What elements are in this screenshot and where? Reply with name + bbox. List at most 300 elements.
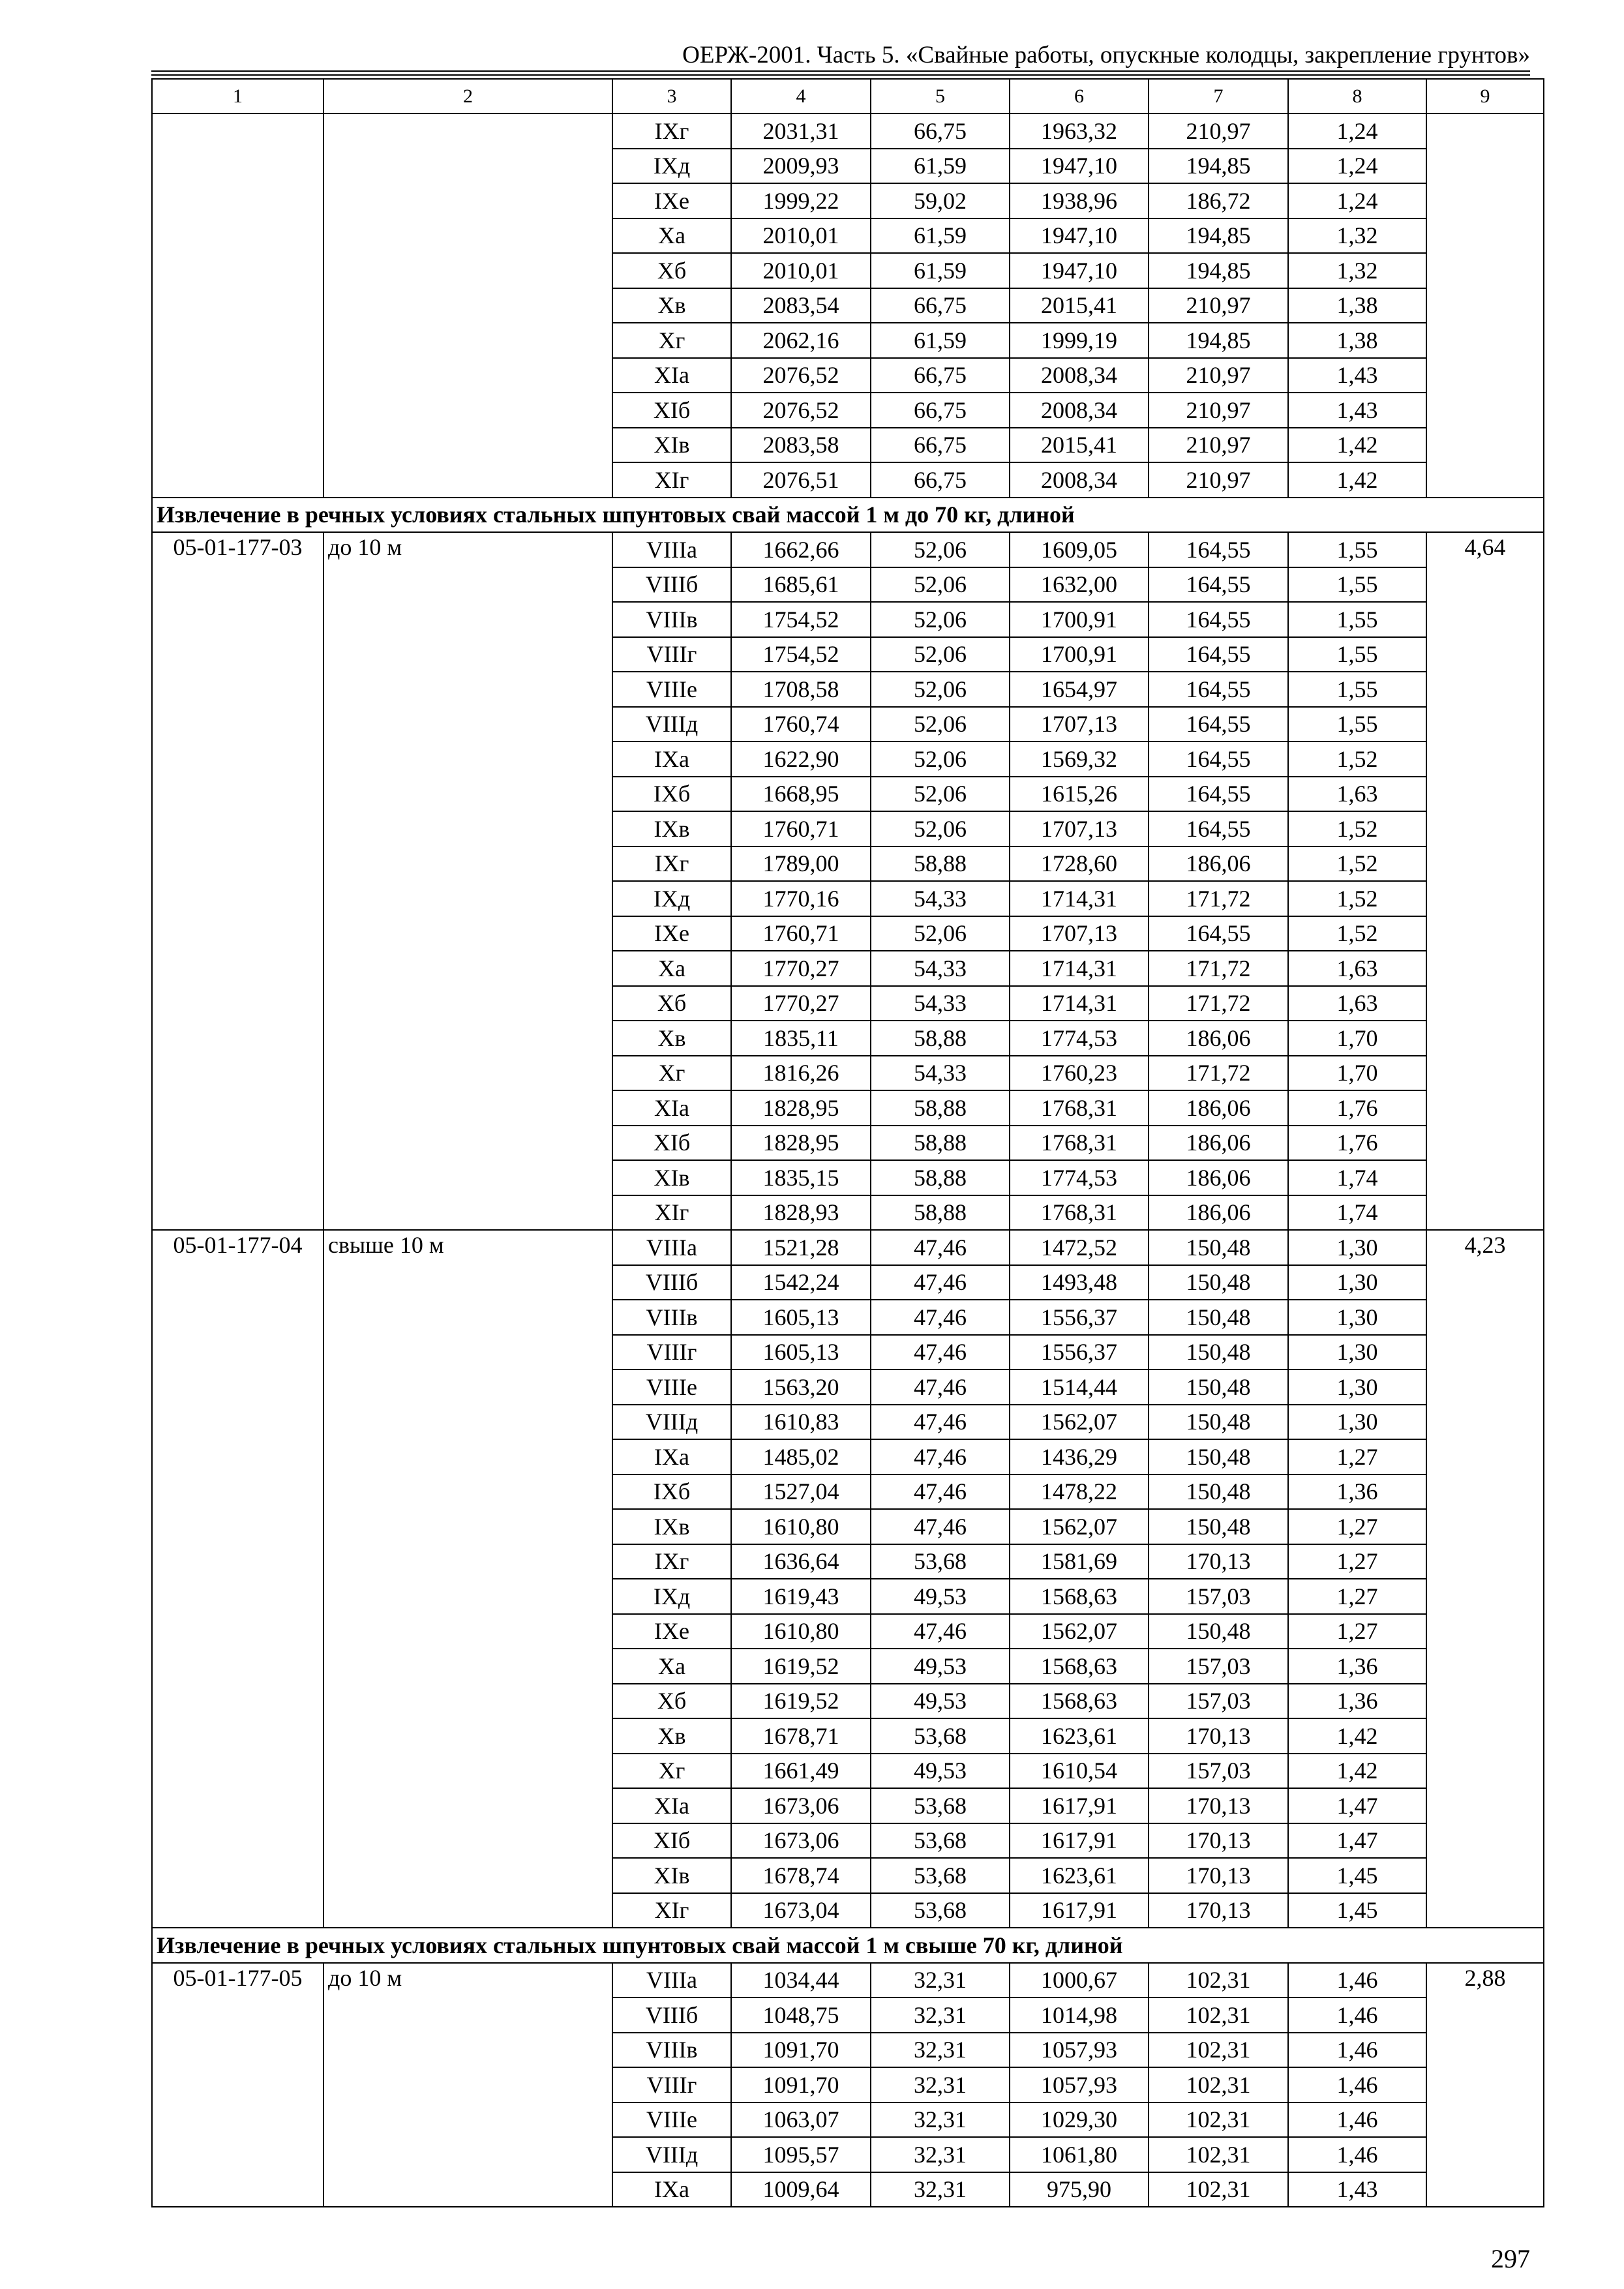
wages-cell: 61,59 bbox=[871, 323, 1010, 358]
machines-cost-cell: 1610,54 bbox=[1010, 1754, 1149, 1789]
operator-wages-cell: 186,72 bbox=[1149, 183, 1288, 218]
total-cost-cell: 1754,52 bbox=[731, 602, 871, 637]
materials-cell: 1,30 bbox=[1288, 1405, 1426, 1440]
materials-cell: 1,55 bbox=[1288, 637, 1426, 672]
operator-wages-cell: 194,85 bbox=[1149, 149, 1288, 184]
operator-wages-cell: 157,03 bbox=[1149, 1754, 1288, 1789]
materials-cell: 1,27 bbox=[1288, 1579, 1426, 1614]
zone-cell: VIIIг bbox=[612, 637, 731, 672]
section-header-row bbox=[152, 1928, 1544, 1963]
total-cost-cell: 1828,95 bbox=[731, 1126, 871, 1161]
wages-cell: 52,06 bbox=[871, 741, 1010, 777]
materials-cell: 1,24 bbox=[1288, 183, 1426, 218]
operator-wages-cell: 164,55 bbox=[1149, 707, 1288, 742]
total-cost-cell: 1048,75 bbox=[731, 1997, 871, 2033]
materials-cell: 1,42 bbox=[1288, 462, 1426, 498]
machines-cost-cell: 1556,37 bbox=[1010, 1335, 1149, 1370]
total-cost-cell: 1835,15 bbox=[731, 1160, 871, 1195]
total-cost-cell: 2076,52 bbox=[731, 393, 871, 428]
operator-wages-cell: 102,31 bbox=[1149, 2033, 1288, 2068]
machines-cost-cell: 1947,10 bbox=[1010, 218, 1149, 254]
total-cost-cell: 1673,06 bbox=[731, 1788, 871, 1823]
machines-cost-cell: 1615,26 bbox=[1010, 777, 1149, 812]
wages-cell: 32,31 bbox=[871, 2137, 1010, 2172]
total-cost-cell: 1770,16 bbox=[731, 881, 871, 916]
zone-cell: XIг bbox=[612, 462, 731, 498]
zone-cell: VIIIд bbox=[612, 707, 731, 742]
wages-cell: 47,46 bbox=[871, 1474, 1010, 1510]
wages-cell: 52,06 bbox=[871, 811, 1010, 846]
operator-wages-cell: 102,31 bbox=[1149, 1997, 1288, 2033]
materials-cell: 1,63 bbox=[1288, 777, 1426, 812]
machines-cost-cell: 1478,22 bbox=[1010, 1474, 1149, 1510]
wages-cell: 61,59 bbox=[871, 253, 1010, 288]
materials-cell: 1,45 bbox=[1288, 1858, 1426, 1893]
wages-cell: 66,75 bbox=[871, 428, 1010, 463]
wages-cell: 49,53 bbox=[871, 1649, 1010, 1684]
machines-cost-cell: 2008,34 bbox=[1010, 393, 1149, 428]
operator-wages-cell: 164,55 bbox=[1149, 777, 1288, 812]
materials-cell: 1,55 bbox=[1288, 707, 1426, 742]
operator-wages-cell: 210,97 bbox=[1149, 113, 1288, 149]
total-cost-cell: 1063,07 bbox=[731, 2102, 871, 2138]
zone-cell: VIIIв bbox=[612, 1300, 731, 1335]
machines-cost-cell: 1493,48 bbox=[1010, 1265, 1149, 1300]
operator-wages-cell: 102,31 bbox=[1149, 2172, 1288, 2207]
materials-cell: 1,30 bbox=[1288, 1300, 1426, 1335]
zone-cell: IXа bbox=[612, 741, 731, 777]
operator-wages-cell: 164,55 bbox=[1149, 637, 1288, 672]
operator-wages-cell: 210,97 bbox=[1149, 288, 1288, 323]
zone-cell: IXг bbox=[612, 113, 731, 149]
machines-cost-cell: 1514,44 bbox=[1010, 1369, 1149, 1405]
materials-cell: 1,32 bbox=[1288, 218, 1426, 254]
materials-cell: 1,46 bbox=[1288, 1963, 1426, 1998]
materials-cell: 1,55 bbox=[1288, 602, 1426, 637]
machines-cost-cell: 975,90 bbox=[1010, 2172, 1149, 2207]
machines-cost-cell: 1472,52 bbox=[1010, 1230, 1149, 1265]
machines-cost-cell: 1562,07 bbox=[1010, 1614, 1149, 1649]
machines-cost-cell: 1768,31 bbox=[1010, 1126, 1149, 1161]
total-cost-cell: 1619,43 bbox=[731, 1579, 871, 1614]
operator-wages-cell: 150,48 bbox=[1149, 1614, 1288, 1649]
zone-cell: VIIIб bbox=[612, 1265, 731, 1300]
materials-cell: 1,76 bbox=[1288, 1126, 1426, 1161]
materials-cell: 1,30 bbox=[1288, 1230, 1426, 1265]
zone-cell: VIIIа bbox=[612, 1963, 731, 1998]
total-cost-cell: 1091,70 bbox=[731, 2067, 871, 2102]
machines-cost-cell: 1728,60 bbox=[1010, 846, 1149, 882]
zone-cell: IXб bbox=[612, 777, 731, 812]
machines-cost-cell: 1700,91 bbox=[1010, 602, 1149, 637]
machines-cost-cell: 1556,37 bbox=[1010, 1300, 1149, 1335]
wages-cell: 58,88 bbox=[871, 1090, 1010, 1126]
wages-cell: 58,88 bbox=[871, 1021, 1010, 1056]
operator-wages-cell: 102,31 bbox=[1149, 1963, 1288, 1998]
machines-cost-cell: 1029,30 bbox=[1010, 2102, 1149, 2138]
zone-cell: IXв bbox=[612, 811, 731, 846]
operator-wages-cell: 150,48 bbox=[1149, 1509, 1288, 1544]
wages-cell: 32,31 bbox=[871, 2067, 1010, 2102]
machines-cost-cell: 2008,34 bbox=[1010, 358, 1149, 393]
machines-cost-cell: 1947,10 bbox=[1010, 253, 1149, 288]
section-title: Извлечение в речных условиях стальных шпунтовых свай массой 1 м до 70 кг, длиной bbox=[152, 498, 1544, 533]
zone-cell: IXе bbox=[612, 183, 731, 218]
materials-cell: 1,46 bbox=[1288, 2137, 1426, 2172]
wages-cell: 58,88 bbox=[871, 1160, 1010, 1195]
zone-cell: VIIIе bbox=[612, 1369, 731, 1405]
zone-cell: IXд bbox=[612, 881, 731, 916]
materials-cell: 1,70 bbox=[1288, 1021, 1426, 1056]
materials-cell: 1,55 bbox=[1288, 532, 1426, 567]
zone-cell: VIIIг bbox=[612, 1335, 731, 1370]
materials-cell: 1,74 bbox=[1288, 1195, 1426, 1231]
zone-cell: IXг bbox=[612, 846, 731, 882]
operator-wages-cell: 102,31 bbox=[1149, 2137, 1288, 2172]
wages-cell: 58,88 bbox=[871, 1195, 1010, 1231]
operator-wages-cell: 170,13 bbox=[1149, 1718, 1288, 1754]
materials-cell: 1,42 bbox=[1288, 1754, 1426, 1789]
materials-cell: 1,47 bbox=[1288, 1823, 1426, 1859]
wages-cell: 47,46 bbox=[871, 1509, 1010, 1544]
total-cost-cell: 1034,44 bbox=[731, 1963, 871, 1998]
wages-cell: 59,02 bbox=[871, 183, 1010, 218]
materials-cell: 1,38 bbox=[1288, 323, 1426, 358]
materials-cell: 1,63 bbox=[1288, 986, 1426, 1021]
zone-cell: XIб bbox=[612, 1126, 731, 1161]
total-cost-cell: 2062,16 bbox=[731, 323, 871, 358]
total-cost-cell: 1610,80 bbox=[731, 1509, 871, 1544]
wages-cell: 47,46 bbox=[871, 1369, 1010, 1405]
total-cost-cell: 2076,51 bbox=[731, 462, 871, 498]
operator-wages-cell: 171,72 bbox=[1149, 1056, 1288, 1091]
materials-cell: 1,30 bbox=[1288, 1335, 1426, 1370]
work-description: до 10 м bbox=[323, 1963, 612, 2207]
total-cost-cell: 1678,74 bbox=[731, 1858, 871, 1893]
total-cost-cell: 1095,57 bbox=[731, 2137, 871, 2172]
machines-cost-cell: 1581,69 bbox=[1010, 1544, 1149, 1579]
operator-wages-cell: 150,48 bbox=[1149, 1439, 1288, 1474]
machines-cost-cell: 1947,10 bbox=[1010, 149, 1149, 184]
total-cost-cell: 1754,52 bbox=[731, 637, 871, 672]
wages-cell: 32,31 bbox=[871, 2033, 1010, 2068]
zone-cell: XIв bbox=[612, 428, 731, 463]
total-cost-cell: 1091,70 bbox=[731, 2033, 871, 2068]
total-cost-cell: 2083,58 bbox=[731, 428, 871, 463]
zone-cell: IXе bbox=[612, 1614, 731, 1649]
materials-cell: 1,46 bbox=[1288, 1997, 1426, 2033]
operator-wages-cell: 170,13 bbox=[1149, 1858, 1288, 1893]
zone-cell: IXв bbox=[612, 1509, 731, 1544]
machines-cost-cell: 1569,32 bbox=[1010, 741, 1149, 777]
wages-cell: 52,06 bbox=[871, 567, 1010, 603]
zone-cell: IXг bbox=[612, 1544, 731, 1579]
machines-cost-cell: 1562,07 bbox=[1010, 1509, 1149, 1544]
wages-cell: 47,46 bbox=[871, 1300, 1010, 1335]
total-cost-cell: 2010,01 bbox=[731, 253, 871, 288]
zone-cell: XIв bbox=[612, 1160, 731, 1195]
table-row bbox=[152, 532, 1544, 567]
wages-cell: 32,31 bbox=[871, 1963, 1010, 1998]
table-row bbox=[152, 1963, 1544, 1998]
zone-cell: VIIIв bbox=[612, 602, 731, 637]
wages-cell: 47,46 bbox=[871, 1335, 1010, 1370]
materials-cell: 1,43 bbox=[1288, 2172, 1426, 2207]
norm-code: 05-01-177-05 bbox=[152, 1963, 323, 2207]
total-cost-cell: 1685,61 bbox=[731, 567, 871, 603]
wages-cell: 66,75 bbox=[871, 358, 1010, 393]
operator-wages-cell: 210,97 bbox=[1149, 428, 1288, 463]
machines-cost-cell: 2015,41 bbox=[1010, 288, 1149, 323]
operator-wages-cell: 186,06 bbox=[1149, 1160, 1288, 1195]
materials-cell: 1,27 bbox=[1288, 1439, 1426, 1474]
wages-cell: 52,06 bbox=[871, 672, 1010, 707]
zone-cell: VIIIб bbox=[612, 567, 731, 603]
materials-cell: 1,38 bbox=[1288, 288, 1426, 323]
operator-wages-cell: 102,31 bbox=[1149, 2102, 1288, 2138]
total-cost-cell: 1708,58 bbox=[731, 672, 871, 707]
materials-cell: 1,74 bbox=[1288, 1160, 1426, 1195]
total-cost-cell: 1009,64 bbox=[731, 2172, 871, 2207]
wages-cell: 49,53 bbox=[871, 1684, 1010, 1719]
materials-cell: 1,52 bbox=[1288, 846, 1426, 882]
labor-cost-cell bbox=[1426, 113, 1544, 498]
operator-wages-cell: 157,03 bbox=[1149, 1684, 1288, 1719]
operator-wages-cell: 150,48 bbox=[1149, 1369, 1288, 1405]
zone-cell: VIIIа bbox=[612, 1230, 731, 1265]
machines-cost-cell: 2008,34 bbox=[1010, 462, 1149, 498]
total-cost-cell: 1610,80 bbox=[731, 1614, 871, 1649]
machines-cost-cell: 1617,91 bbox=[1010, 1788, 1149, 1823]
wages-cell: 49,53 bbox=[871, 1754, 1010, 1789]
zone-cell: VIIIб bbox=[612, 1997, 731, 2033]
operator-wages-cell: 164,55 bbox=[1149, 741, 1288, 777]
machines-cost-cell: 1760,23 bbox=[1010, 1056, 1149, 1091]
machines-cost-cell: 1014,98 bbox=[1010, 1997, 1149, 2033]
total-cost-cell: 1521,28 bbox=[731, 1230, 871, 1265]
wages-cell: 52,06 bbox=[871, 777, 1010, 812]
materials-cell: 1,27 bbox=[1288, 1614, 1426, 1649]
norm-code: 05-01-177-03 bbox=[152, 532, 323, 1230]
norm-code: 05-01-177-04 bbox=[152, 1230, 323, 1928]
total-cost-cell: 1816,26 bbox=[731, 1056, 871, 1091]
machines-cost-cell: 1632,00 bbox=[1010, 567, 1149, 603]
zone-cell: VIIIд bbox=[612, 1405, 731, 1440]
column-number: 2 bbox=[323, 79, 612, 113]
materials-cell: 1,42 bbox=[1288, 1718, 1426, 1754]
zone-cell: VIIIе bbox=[612, 672, 731, 707]
zone-cell: Xг bbox=[612, 323, 731, 358]
total-cost-cell: 1610,83 bbox=[731, 1405, 871, 1440]
machines-cost-cell: 1057,93 bbox=[1010, 2033, 1149, 2068]
total-cost-cell: 1835,11 bbox=[731, 1021, 871, 1056]
total-cost-cell: 1770,27 bbox=[731, 986, 871, 1021]
wages-cell: 53,68 bbox=[871, 1544, 1010, 1579]
operator-wages-cell: 157,03 bbox=[1149, 1579, 1288, 1614]
operator-wages-cell: 150,48 bbox=[1149, 1474, 1288, 1510]
total-cost-cell: 1770,27 bbox=[731, 951, 871, 986]
operator-wages-cell: 171,72 bbox=[1149, 881, 1288, 916]
zone-cell: IXб bbox=[612, 1474, 731, 1510]
machines-cost-cell: 1654,97 bbox=[1010, 672, 1149, 707]
materials-cell: 1,36 bbox=[1288, 1649, 1426, 1684]
total-cost-cell: 1668,95 bbox=[731, 777, 871, 812]
materials-cell: 1,36 bbox=[1288, 1474, 1426, 1510]
operator-wages-cell: 164,55 bbox=[1149, 567, 1288, 603]
materials-cell: 1,43 bbox=[1288, 393, 1426, 428]
machines-cost-cell: 1623,61 bbox=[1010, 1858, 1149, 1893]
wages-cell: 32,31 bbox=[871, 2102, 1010, 2138]
header-rule-top bbox=[151, 70, 1530, 72]
wages-cell: 53,68 bbox=[871, 1858, 1010, 1893]
operator-wages-cell: 170,13 bbox=[1149, 1893, 1288, 1928]
total-cost-cell: 1678,71 bbox=[731, 1718, 871, 1754]
zone-cell: XIа bbox=[612, 1090, 731, 1126]
operator-wages-cell: 194,85 bbox=[1149, 323, 1288, 358]
labor-cost-cell: 4,23 bbox=[1426, 1230, 1544, 1928]
labor-cost-cell: 2,88 bbox=[1426, 1963, 1544, 2207]
total-cost-cell: 2083,54 bbox=[731, 288, 871, 323]
machines-cost-cell: 1568,63 bbox=[1010, 1684, 1149, 1719]
zone-cell: Xа bbox=[612, 951, 731, 986]
operator-wages-cell: 150,48 bbox=[1149, 1300, 1288, 1335]
total-cost-cell: 1605,13 bbox=[731, 1300, 871, 1335]
operator-wages-cell: 150,48 bbox=[1149, 1230, 1288, 1265]
operator-wages-cell: 164,55 bbox=[1149, 532, 1288, 567]
operator-wages-cell: 194,85 bbox=[1149, 253, 1288, 288]
labor-cost-cell: 4,64 bbox=[1426, 532, 1544, 1230]
operator-wages-cell: 171,72 bbox=[1149, 951, 1288, 986]
page-number: 297 bbox=[1491, 2244, 1530, 2273]
operator-wages-cell: 186,06 bbox=[1149, 1195, 1288, 1231]
operator-wages-cell: 170,13 bbox=[1149, 1788, 1288, 1823]
operator-wages-cell: 170,13 bbox=[1149, 1823, 1288, 1859]
total-cost-cell: 1485,02 bbox=[731, 1439, 871, 1474]
total-cost-cell: 1760,74 bbox=[731, 707, 871, 742]
section-header-row bbox=[152, 498, 1544, 533]
materials-cell: 1,27 bbox=[1288, 1544, 1426, 1579]
total-cost-cell: 1999,22 bbox=[731, 183, 871, 218]
wages-cell: 58,88 bbox=[871, 1126, 1010, 1161]
wages-cell: 61,59 bbox=[871, 218, 1010, 254]
zone-cell: Xв bbox=[612, 288, 731, 323]
wages-cell: 47,46 bbox=[871, 1439, 1010, 1474]
materials-cell: 1,24 bbox=[1288, 149, 1426, 184]
zone-cell: XIг bbox=[612, 1893, 731, 1928]
zone-cell: Xб bbox=[612, 253, 731, 288]
machines-cost-cell: 1436,29 bbox=[1010, 1439, 1149, 1474]
operator-wages-cell: 150,48 bbox=[1149, 1335, 1288, 1370]
materials-cell: 1,30 bbox=[1288, 1369, 1426, 1405]
operator-wages-cell: 150,48 bbox=[1149, 1265, 1288, 1300]
zone-cell: Xа bbox=[612, 1649, 731, 1684]
materials-cell: 1,43 bbox=[1288, 358, 1426, 393]
zone-cell: VIIIг bbox=[612, 2067, 731, 2102]
norm-code bbox=[152, 113, 323, 498]
column-number: 4 bbox=[731, 79, 871, 113]
wages-cell: 54,33 bbox=[871, 986, 1010, 1021]
column-number: 5 bbox=[871, 79, 1010, 113]
zone-cell: VIIIа bbox=[612, 532, 731, 567]
total-cost-cell: 1527,04 bbox=[731, 1474, 871, 1510]
operator-wages-cell: 164,55 bbox=[1149, 811, 1288, 846]
materials-cell: 1,32 bbox=[1288, 253, 1426, 288]
machines-cost-cell: 1061,80 bbox=[1010, 2137, 1149, 2172]
zone-cell: Xв bbox=[612, 1021, 731, 1056]
machines-cost-cell: 1700,91 bbox=[1010, 637, 1149, 672]
wages-cell: 49,53 bbox=[871, 1579, 1010, 1614]
header-rule-bottom bbox=[151, 74, 1530, 76]
wages-cell: 61,59 bbox=[871, 149, 1010, 184]
machines-cost-cell: 1938,96 bbox=[1010, 183, 1149, 218]
machines-cost-cell: 1774,53 bbox=[1010, 1160, 1149, 1195]
total-cost-cell: 1619,52 bbox=[731, 1684, 871, 1719]
wages-cell: 54,33 bbox=[871, 881, 1010, 916]
machines-cost-cell: 1707,13 bbox=[1010, 916, 1149, 951]
machines-cost-cell: 1768,31 bbox=[1010, 1195, 1149, 1231]
total-cost-cell: 1661,49 bbox=[731, 1754, 871, 1789]
zone-cell: Xг bbox=[612, 1754, 731, 1789]
machines-cost-cell: 1562,07 bbox=[1010, 1405, 1149, 1440]
materials-cell: 1,24 bbox=[1288, 113, 1426, 149]
zone-cell: Xб bbox=[612, 986, 731, 1021]
operator-wages-cell: 186,06 bbox=[1149, 1126, 1288, 1161]
zone-cell: Xг bbox=[612, 1056, 731, 1091]
zone-cell: XIа bbox=[612, 358, 731, 393]
machines-cost-cell: 1568,63 bbox=[1010, 1649, 1149, 1684]
zone-cell: XIг bbox=[612, 1195, 731, 1231]
total-cost-cell: 2031,31 bbox=[731, 113, 871, 149]
machines-cost-cell: 1617,91 bbox=[1010, 1823, 1149, 1859]
wages-cell: 53,68 bbox=[871, 1823, 1010, 1859]
machines-cost-cell: 1963,32 bbox=[1010, 113, 1149, 149]
total-cost-cell: 1673,04 bbox=[731, 1893, 871, 1928]
operator-wages-cell: 186,06 bbox=[1149, 1021, 1288, 1056]
document-header: ОЕРЖ-2001. Часть 5. «Свайные работы, опускные колодцы, закрепление грунтов» bbox=[682, 42, 1530, 68]
machines-cost-cell: 1999,19 bbox=[1010, 323, 1149, 358]
column-number: 3 bbox=[612, 79, 731, 113]
operator-wages-cell: 157,03 bbox=[1149, 1649, 1288, 1684]
materials-cell: 1,46 bbox=[1288, 2067, 1426, 2102]
zone-cell: IXд bbox=[612, 1579, 731, 1614]
materials-cell: 1,52 bbox=[1288, 811, 1426, 846]
machines-cost-cell: 1768,31 bbox=[1010, 1090, 1149, 1126]
total-cost-cell: 1673,06 bbox=[731, 1823, 871, 1859]
machines-cost-cell: 1609,05 bbox=[1010, 532, 1149, 567]
operator-wages-cell: 210,97 bbox=[1149, 462, 1288, 498]
materials-cell: 1,46 bbox=[1288, 2033, 1426, 2068]
zone-cell: XIа bbox=[612, 1788, 731, 1823]
total-cost-cell: 1622,90 bbox=[731, 741, 871, 777]
operator-wages-cell: 210,97 bbox=[1149, 393, 1288, 428]
materials-cell: 1,55 bbox=[1288, 567, 1426, 603]
machines-cost-cell: 2015,41 bbox=[1010, 428, 1149, 463]
materials-cell: 1,42 bbox=[1288, 428, 1426, 463]
machines-cost-cell: 1714,31 bbox=[1010, 881, 1149, 916]
work-description: до 10 м bbox=[323, 532, 612, 1230]
operator-wages-cell: 164,55 bbox=[1149, 672, 1288, 707]
machines-cost-cell: 1617,91 bbox=[1010, 1893, 1149, 1928]
machines-cost-cell: 1057,93 bbox=[1010, 2067, 1149, 2102]
total-cost-cell: 1789,00 bbox=[731, 846, 871, 882]
zone-cell: IXе bbox=[612, 916, 731, 951]
section-title: Извлечение в речных условиях стальных шпунтовых свай массой 1 м свыше 70 кг, длиной bbox=[152, 1928, 1544, 1963]
zone-cell: VIIIд bbox=[612, 2137, 731, 2172]
machines-cost-cell: 1000,67 bbox=[1010, 1963, 1149, 1998]
zone-cell: IXа bbox=[612, 1439, 731, 1474]
column-number: 8 bbox=[1288, 79, 1426, 113]
zone-cell: Xв bbox=[612, 1718, 731, 1754]
